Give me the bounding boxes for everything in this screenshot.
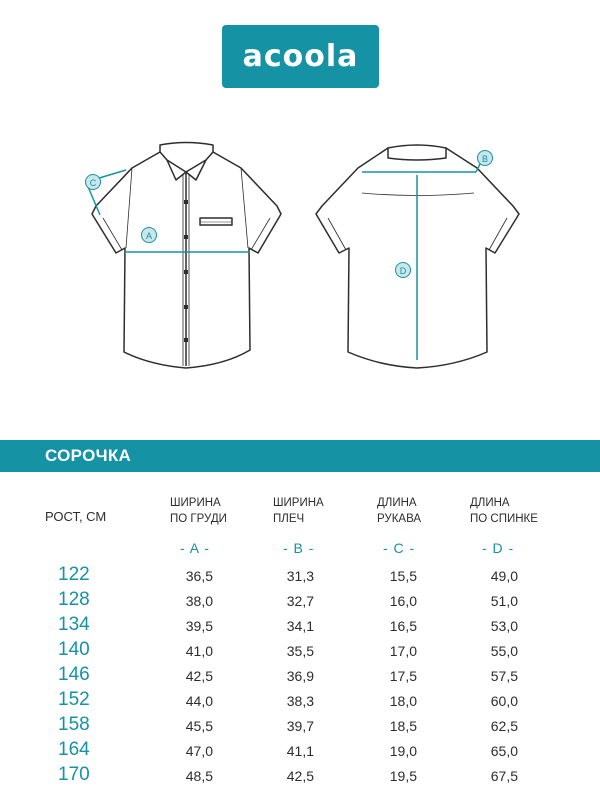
row-size: 170	[58, 764, 90, 785]
cell-chest: 42,5	[185, 668, 213, 684]
marker-b	[478, 151, 493, 166]
marker-b-label: B	[481, 154, 489, 164]
product-title: СОРОЧКА	[45, 446, 132, 465]
cell-back-length: 67,5	[490, 768, 518, 784]
column-header-line2: РУКАВА	[377, 513, 422, 525]
size-column-header: РОСТ, СМ	[45, 509, 107, 524]
marker-a	[142, 228, 157, 243]
cell-shoulders: 42,5	[286, 768, 314, 784]
cell-back-length: 62,5	[490, 718, 518, 734]
column-code-d: - D -	[482, 540, 515, 556]
brand-logo	[222, 25, 379, 88]
column-header-line1: ДЛИНА	[470, 497, 510, 509]
cell-sleeve: 15,5	[389, 568, 417, 584]
cell-chest: 45,5	[185, 718, 213, 734]
row-size: 128	[58, 589, 90, 610]
marker-c-label: C	[89, 178, 97, 188]
shirt-measurement-diagram	[0, 130, 600, 380]
row-size: 134	[58, 614, 90, 635]
cell-sleeve: 16,0	[389, 593, 417, 609]
cell-sleeve: 19,0	[389, 743, 417, 759]
cell-chest: 36,5	[185, 568, 213, 584]
cell-sleeve: 16,5	[389, 618, 417, 634]
cell-shoulders: 32,7	[286, 593, 314, 609]
cell-shoulders: 34,1	[286, 618, 314, 634]
cell-chest: 44,0	[185, 693, 213, 709]
cell-sleeve: 17,0	[389, 643, 417, 659]
column-header-shoulders	[273, 495, 324, 527]
cell-shoulders: 39,7	[286, 718, 314, 734]
row-size: 146	[58, 664, 90, 685]
row-size: 122	[58, 564, 90, 585]
cell-chest: 41,0	[185, 643, 213, 659]
column-header-sleeve	[377, 495, 421, 527]
cell-chest: 48,5	[185, 768, 213, 784]
cell-back-length: 49,0	[490, 568, 518, 584]
cell-shoulders: 38,3	[286, 693, 314, 709]
cell-sleeve: 19,5	[389, 768, 417, 784]
cell-chest: 47,0	[185, 743, 213, 759]
cell-back-length: 60,0	[490, 693, 518, 709]
cell-back-length: 53,0	[490, 618, 518, 634]
cell-back-length: 57,5	[490, 668, 518, 684]
marker-d	[396, 263, 411, 278]
row-size: 140	[58, 639, 90, 660]
cell-sleeve: 18,5	[389, 718, 417, 734]
cell-shoulders: 35,5	[286, 643, 314, 659]
brand-logo-text: acoola	[242, 38, 359, 74]
cell-shoulders: 31,3	[286, 568, 314, 584]
column-header-line1: ШИРИНА	[273, 497, 324, 509]
column-header-chest	[170, 495, 227, 527]
cell-sleeve: 17,5	[389, 668, 417, 684]
cell-shoulders: 41,1	[286, 743, 314, 759]
column-header-line1: ДЛИНА	[377, 497, 417, 509]
cell-sleeve: 18,0	[389, 693, 417, 709]
marker-c	[86, 175, 101, 190]
column-code-c: - C -	[383, 540, 416, 556]
cell-chest: 39,5	[185, 618, 213, 634]
cell-back-length: 55,0	[490, 643, 518, 659]
cell-back-length: 65,0	[490, 743, 518, 759]
column-code-a: - A -	[180, 540, 210, 556]
marker-a-label: A	[145, 231, 153, 241]
product-title-band	[0, 440, 600, 472]
column-header-line2: ПЛЕЧ	[273, 513, 305, 525]
cell-chest: 38,0	[185, 593, 213, 609]
row-size: 158	[58, 714, 90, 735]
column-header-line1: ШИРИНА	[170, 497, 221, 509]
column-header-line2: ПО СПИНКЕ	[470, 513, 538, 525]
row-size: 152	[58, 689, 90, 710]
marker-d-label: D	[399, 266, 407, 276]
row-size: 164	[58, 739, 90, 760]
column-header-line2: ПО ГРУДИ	[170, 513, 227, 525]
shirt-front-drawing	[89, 143, 281, 369]
column-code-b: - B -	[283, 540, 315, 556]
cell-shoulders: 36,9	[286, 668, 314, 684]
column-header-back-length	[470, 495, 538, 527]
cell-back-length: 51,0	[490, 593, 518, 609]
